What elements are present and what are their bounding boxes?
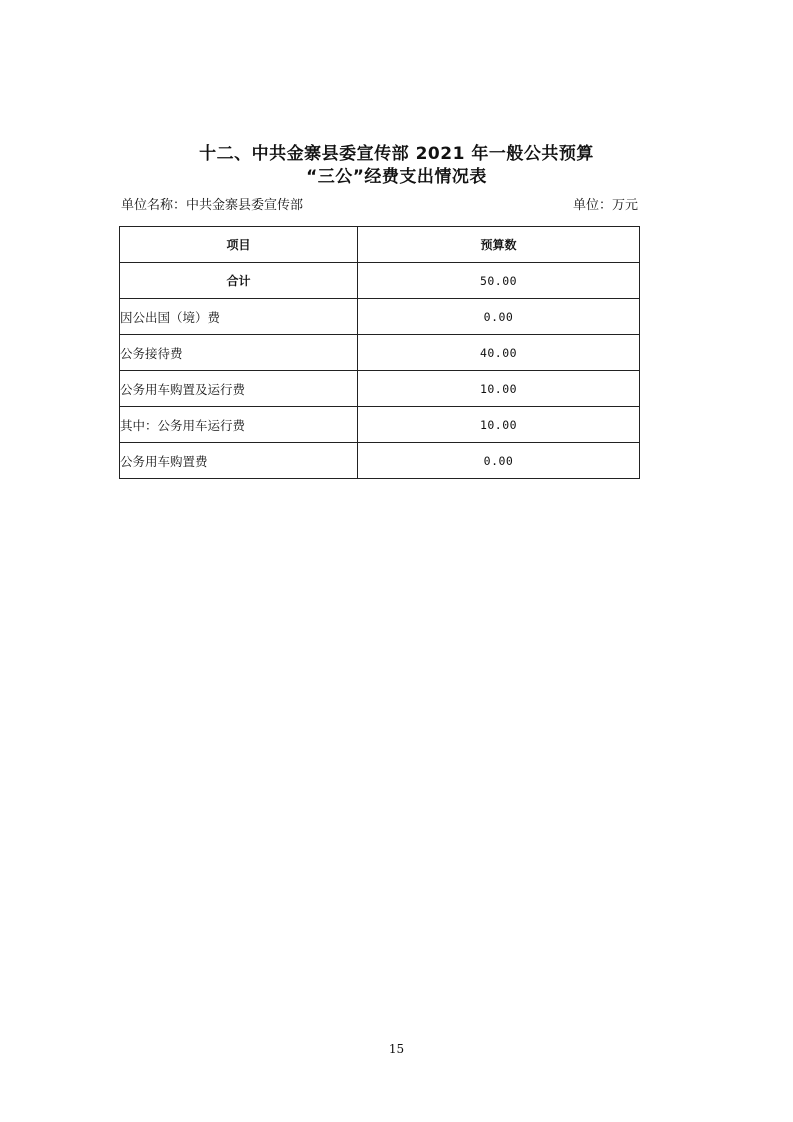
row-item-total: 合计 xyxy=(120,263,358,299)
document-title-line2: “三公”经费支出情况表 xyxy=(306,167,487,187)
row-item-vehicle-purchase: 公务用车购置费 xyxy=(120,443,358,479)
row-item-vehicle: 公务用车购置及运行费 xyxy=(120,371,358,407)
row-value-reception: 40.00 xyxy=(358,335,640,371)
row-item-overseas: 因公出国（境）费 xyxy=(120,299,358,335)
table-row xyxy=(120,335,640,371)
table-header-row xyxy=(120,227,640,263)
row-value-vehicle-purchase: 0.00 xyxy=(358,443,640,479)
unit-label: 单位：万元 xyxy=(572,198,638,213)
row-value-overseas: 0.00 xyxy=(358,299,640,335)
table-row xyxy=(120,407,640,443)
row-value-total: 50.00 xyxy=(358,263,640,299)
table-row xyxy=(120,371,640,407)
row-item-reception: 公务接待费 xyxy=(120,335,358,371)
unit-name-label: 单位名称：中共金寨县委宣传部 xyxy=(121,198,304,213)
page-number: 15 xyxy=(388,1042,405,1056)
table-row xyxy=(120,299,640,335)
budget-table xyxy=(119,226,640,479)
row-value-vehicle-operation: 10.00 xyxy=(358,407,640,443)
table-row xyxy=(120,443,640,479)
table-row xyxy=(120,263,640,299)
header-budget: 预算数 xyxy=(358,227,640,263)
row-value-vehicle: 10.00 xyxy=(358,371,640,407)
row-item-vehicle-operation: 其中：公务用车运行费 xyxy=(120,407,358,443)
document-title-line1: 十二、中共金寨县委宣传部 2021 年一般公共预算 xyxy=(199,144,594,164)
header-item: 项目 xyxy=(120,227,358,263)
